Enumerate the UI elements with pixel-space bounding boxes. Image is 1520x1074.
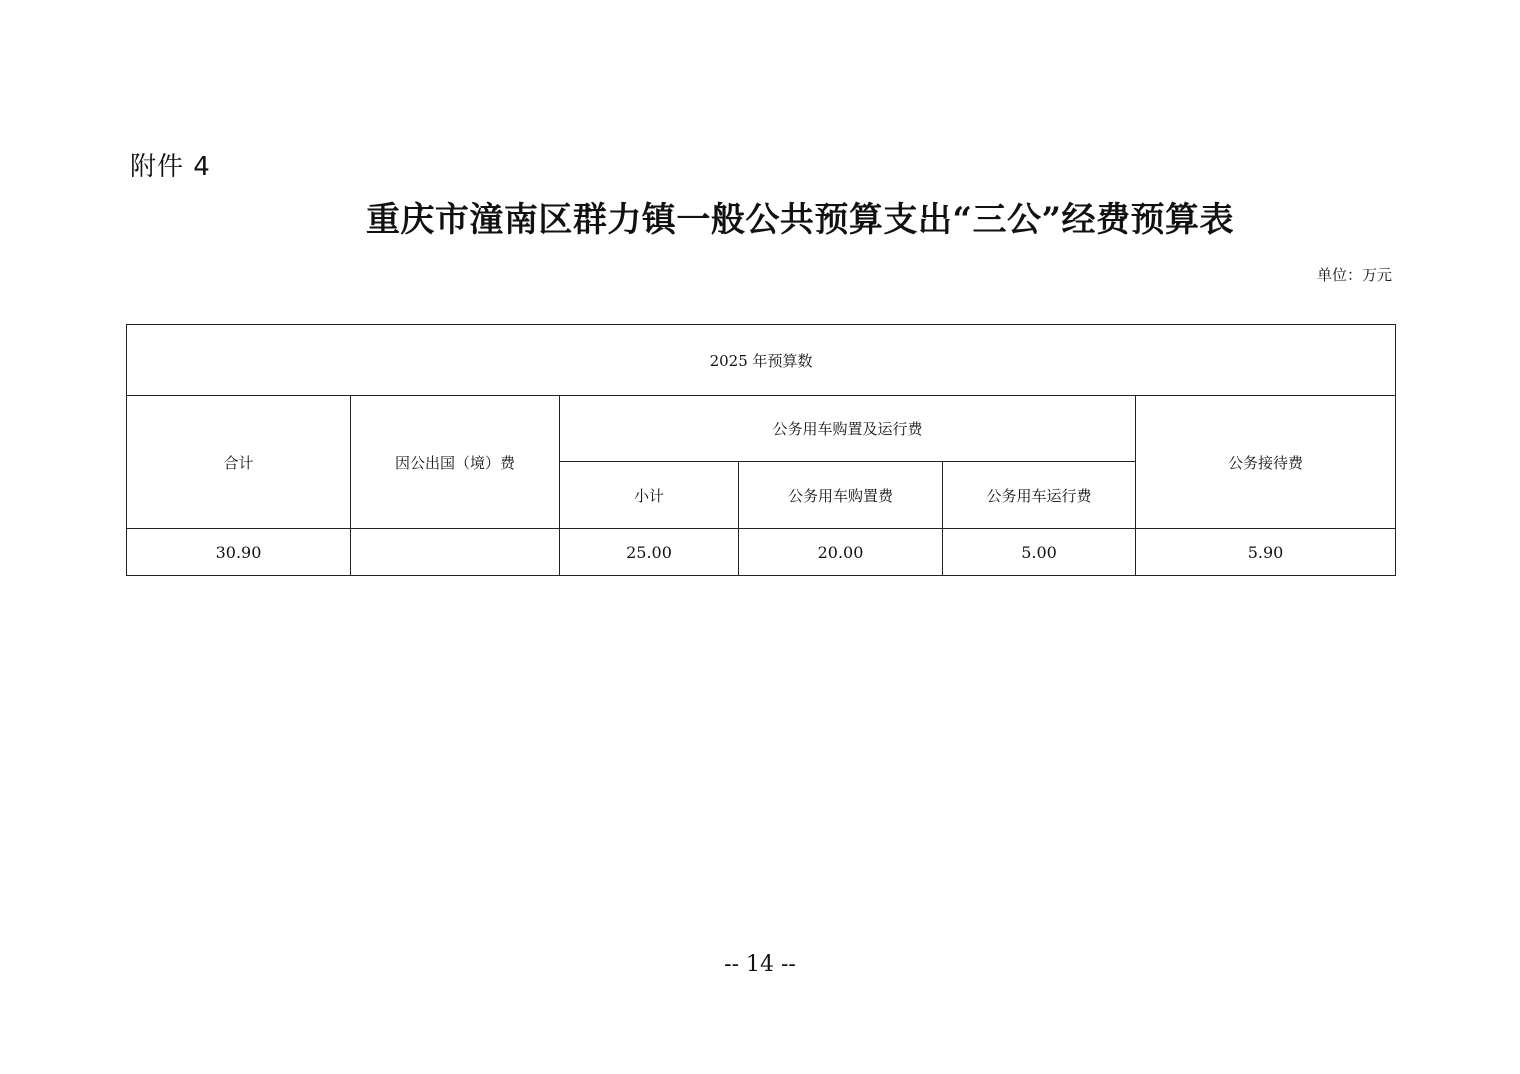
header-vehicle-operation: 公务用车运行费 <box>943 462 1136 529</box>
attachment-label: 附件 4 <box>130 152 211 182</box>
value-vehicle-purchase: 20.00 <box>739 529 943 576</box>
budget-table <box>126 324 1396 576</box>
header-vehicle-purchase: 公务用车购置费 <box>739 462 943 529</box>
header-subtotal: 小计 <box>560 462 739 529</box>
header-overseas: 因公出国（境）费 <box>351 396 560 529</box>
value-reception: 5.90 <box>1136 529 1396 576</box>
table-header-row-year <box>127 325 1396 396</box>
page-number: -- 14 -- <box>724 952 796 977</box>
value-subtotal: 25.00 <box>560 529 739 576</box>
header-reception: 公务接待费 <box>1136 396 1396 529</box>
header-vehicle-group: 公务用车购置及运行费 <box>560 396 1136 462</box>
unit-label: 单位：万元 <box>1316 266 1392 284</box>
table-row <box>127 529 1396 576</box>
header-total: 合计 <box>127 396 351 529</box>
year-header-cell: 2025 年预算数 <box>127 325 1396 396</box>
page-title: 重庆市潼南区群力镇一般公共预算支出“三公”经费预算表 <box>365 200 1235 240</box>
value-overseas <box>351 529 560 576</box>
value-vehicle-operation: 5.00 <box>943 529 1136 576</box>
value-total: 30.90 <box>127 529 351 576</box>
table-header-row-1 <box>127 396 1396 462</box>
